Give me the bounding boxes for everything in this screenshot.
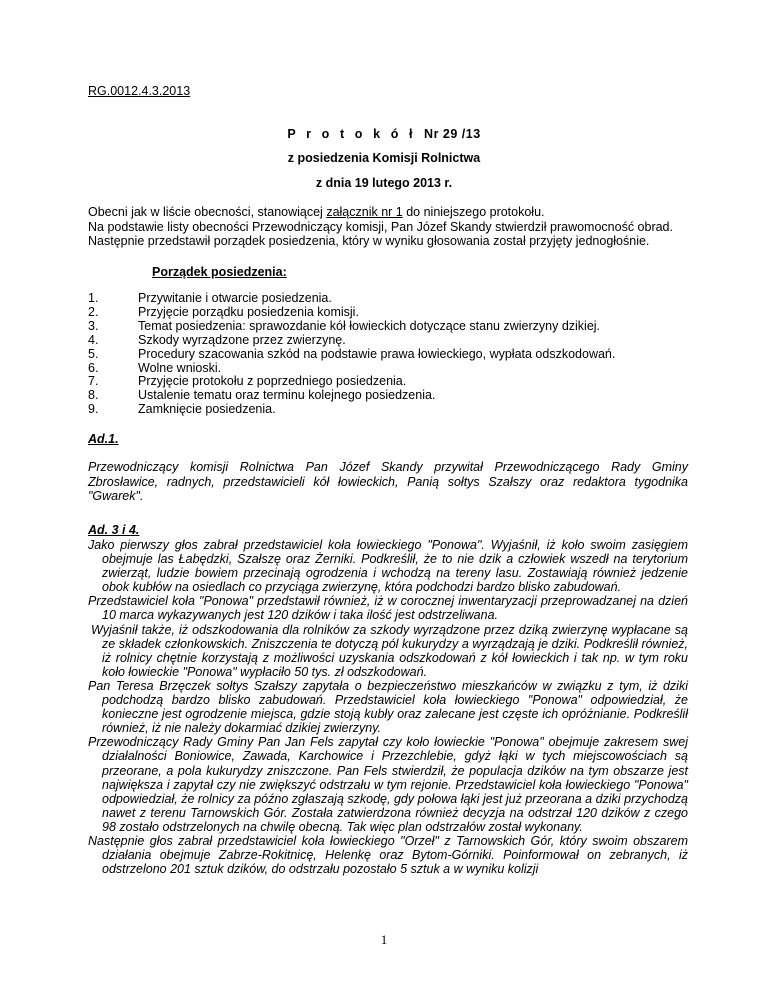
agenda-item: 5. Procedury szacowania szkód na podstawie prawa łowieckiego, wypłata odszkodowań. [88, 346, 616, 361]
agenda-list [88, 292, 615, 417]
agenda-item: 6. Wolne wnioski. [88, 360, 222, 375]
ad1-paragraph: Przewodniczący komisji Rolnictwa Pan Józef Skandy przywitał Przewodniczącego Rady Gminy Zbrosławice, radnych, przedstawicieli kół łowieckich, Panią sołtys Szałszy oraz redaktora tygodnika "Gwarek". [88, 460, 688, 503]
intro-line-2: Na podstawie listy obecności Przewodniczący komisji, Pan Józef Skandy stwierdził prawomocność obrad. [88, 219, 673, 234]
page-number: 1 [380, 932, 388, 947]
ad34-paragraph: Następnie głos zabrał przedstawiciel koła łowieckiego "Orzeł" z Tarnowskich Gór, który swoim obszarem działania obejmuje Zabrze-Rokitnicę, Helenkę oraz Bytom-Górniki. Poinformował on zebranych, iż odstrzelono 201 sztuk dzików, do odstrzału pozostało 5 sztuk a w wyniku kolizji [88, 833, 688, 877]
agenda-item: 4. Szkody wyrządzone przez zwierzynę. [88, 332, 346, 347]
agenda-item: 1. Przywitanie i otwarcie posiedzenia. [88, 291, 332, 305]
ad34-paragraph: Pan Teresa Brzęczek sołtys Szałszy zapytała o bezpieczeństwo mieszkańców w związku z tym, iż dziki podchodzą bardzo blisko zabudowań. Przedstawiciel koła łowieckiego "Ponowa" odpowiedział, że konieczne jest ogrodzenie miejsca, gdzie stoją kubły oraz zalecane jest częste ich opróżnianie. Podkreślił również, iż nie należy dokarmiać dzikiej zwierzyny. [88, 678, 688, 736]
agenda-item: 8. Ustalenie tematu oraz terminu kolejnego posiedzenia. [88, 388, 436, 403]
intro-section [88, 205, 688, 249]
intro-line-1: Obecni jak w liście obecności, stanowiącej załącznik nr 1 do niniejszego protokołu. [88, 205, 545, 219]
protocol-date: z dnia 19 lutego 2013 r. [315, 176, 453, 190]
ad34-paragraph: Wyjaśnił także, iż odszkodowania dla rolników za szkody wyrządzone przez dziką zwierzynę wypłacane są ze składek członkowskich. Zniszczenia te dotyczą pól kukurydzy a wyrządzają je dziki. Podkreślił również, iż rolnicy chętnie korzystają z możliwości uzyskania odszkodowań z kół łowieckich i tak np. w tym roku koło łowieckie "Ponowa" wypłaciło 50 tys. zł odszkodowań. [91, 622, 688, 679]
agenda-item: 9. Zamknięcie posiedzenia. [88, 402, 276, 417]
ad34-body [88, 538, 688, 876]
ad1-heading: Ad.1. [88, 432, 119, 446]
agenda-item: 3. Temat posiedzenia: sprawozdanie kół łowieckich dotyczące stanu zwierzyny dzikiej. [88, 318, 601, 333]
ad34-paragraph: Przewodniczący Rady Gminy Pan Jan Fels zapytał czy koło łowieckie "Ponowa" obejmuje zakresem swej działalności Boniowice, Zawada, Karchowice i Przezchlebie, gdyż łąki w tych miejscowościach są przeorane, a pola kukurydzy zniszczone. Pan Fels stwierdził, że populacja dzików na tym obszarze jest największa i zapytał czy nie zwiększyć odstrzału w tym rejonie. Przedstawiciel koła łowieckiego "Ponowa" odpowiedział, że rolnicy za późno zgłaszają szkodę, gdy połowa łąki jest już przeorana a dziki przychodzą nawet z terenu Tarnowskich Gór. Została zatwierdzona również decyzja na odstrzał 120 dzików z czego 98 zostało odstrzelonych na chwilę obecną. Tak więc plan odstrzałów został wykonany. [88, 735, 688, 834]
protocol-number: Nr 29 /13 [424, 127, 481, 141]
ad34-heading: Ad. 3 i 4. [88, 523, 140, 537]
intro-line-3: Następnie przedstawił porządek posiedzenia, który w wyniku głosowania został przyjęty jednogłośnie. [88, 234, 650, 248]
agenda-item: 2. Przyjęcie porządku posiedzenia komisji. [88, 304, 359, 319]
ad34-paragraph: Jako pierwszy głos zabrał przedstawiciel koła łowieckiego "Ponowa". Wyjaśnił, iż koło swoim zasięgiem obejmuje las Łabędzki, Szałszę oraz Żerniki. Podkreślił, że to nie dzik a człowiek wszedł na terytorium zwierząt, ludzie bowiem przecinają ogrodzenia i wchodzą na tereny lasu. Zostawiają również jedzenie obok kubłów na osiedlach co przyciąga zwierzynę, która podchodzi bardzo blisko zabudowań. [88, 538, 688, 595]
ad34-paragraph: Przedstawiciel koła "Ponowa" przedstawił również, iż w corocznej inwentaryzacji przeprowadzanej na dzień 10 marca wykazywanych jest 120 dzików i taka ilość jest odstrzeliwana. [88, 594, 688, 623]
agenda-item: 7. Przyjęcie protokołu z poprzedniego posiedzenia. [88, 374, 407, 389]
protocol-subtitle: z posiedzenia Komisji Rolnictwa [287, 151, 481, 165]
attachment-link: załącznik nr 1 [326, 205, 403, 219]
protocol-word: P r o t o k ó ł [287, 127, 417, 141]
reference-number: RG.0012.4.3.2013 [88, 84, 191, 98]
protocol-title [0, 127, 768, 141]
agenda-title: Porządek posiedzenia: [152, 265, 287, 279]
